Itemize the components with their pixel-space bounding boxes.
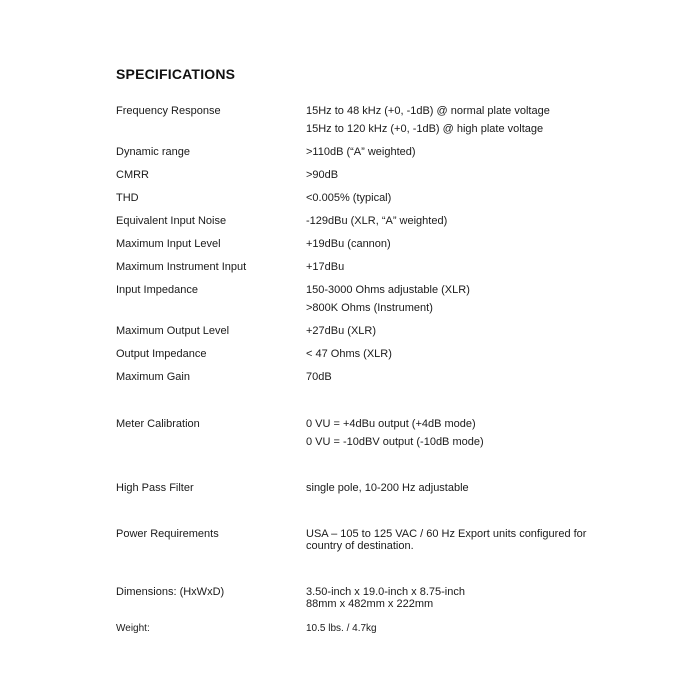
spec-value [306, 585, 465, 609]
spec-value [306, 283, 470, 319]
spec-value-line: 15Hz to 120 kHz (+0, -1dB) @ high plate voltage [306, 123, 544, 135]
spec-label: Power Requirements [116, 528, 219, 540]
spec-value [306, 527, 586, 551]
spec-value-line: +27dBu (XLR) [306, 325, 377, 337]
spec-value-line: >800K Ohms (Instrument) [306, 302, 433, 314]
spec-value-line: >90dB [306, 169, 339, 181]
spec-value-line: single pole, 10-200 Hz adjustable [306, 482, 469, 494]
spec-value-line: 150-3000 Ohms adjustable (XLR) [306, 284, 470, 296]
spec-value [306, 347, 392, 361]
spec-value [306, 370, 332, 384]
spec-value-line: < 47 Ohms (XLR) [306, 348, 392, 360]
spec-value-line: >110dB (“A” weighted) [306, 146, 416, 158]
spec-label: Frequency Response [116, 105, 221, 117]
spec-value [306, 622, 377, 636]
spec-value [306, 481, 469, 495]
spec-value [306, 260, 344, 274]
spec-value-line: 0 VU = +4dBu output (+4dB mode) [306, 418, 476, 430]
spec-value-line: -129dBu (XLR, “A” weighted) [306, 215, 448, 227]
spec-value-line: USA – 105 to 125 VAC / 60 Hz Export units configured for [306, 528, 587, 540]
spec-value-line: 70dB [306, 371, 332, 383]
spec-value-line: 3.50-inch x 19.0-inch x 8.75-inch [306, 586, 465, 598]
spec-value-line: 15Hz to 48 kHz (+0, -1dB) @ normal plate voltage [306, 105, 550, 117]
spec-label: Output Impedance [116, 348, 207, 360]
spec-value [306, 168, 338, 182]
spec-value [306, 191, 391, 205]
spec-label: Meter Calibration [116, 418, 200, 430]
spec-value-line: 88mm x 482mm x 222mm [306, 598, 434, 610]
spec-label: Equivalent Input Noise [116, 215, 227, 227]
spec-value [306, 324, 376, 338]
spec-value [306, 417, 484, 453]
spec-value [306, 145, 416, 159]
spec-label: Maximum Input Level [116, 238, 221, 250]
spec-label: THD [116, 192, 139, 204]
spec-value-line: 10.5 lbs. / 4.7kg [306, 623, 377, 634]
spec-value-line: +19dBu (cannon) [306, 238, 391, 250]
spec-label: Weight: [116, 623, 150, 634]
spec-label: Maximum Instrument Input [116, 261, 247, 273]
spec-value-line: <0.005% (typical) [306, 192, 392, 204]
spec-label: Maximum Output Level [116, 325, 230, 337]
spec-value-line: 0 VU = -10dBV output (-10dB mode) [306, 436, 484, 448]
spec-label: Maximum Gain [116, 371, 190, 383]
spec-value [306, 104, 550, 140]
spec-label: Dynamic range [116, 146, 190, 158]
spec-value-line: +17dBu [306, 261, 345, 273]
spec-label: CMRR [116, 169, 149, 181]
spec-value [306, 237, 391, 251]
spec-value [306, 214, 447, 228]
spec-label: Dimensions: (HxWxD) [116, 586, 225, 598]
page-title: SPECIFICATIONS [116, 66, 236, 82]
spec-label: Input Impedance [116, 284, 198, 296]
spec-value-line: country of destination. [306, 540, 414, 552]
spec-label: High Pass Filter [116, 482, 194, 494]
